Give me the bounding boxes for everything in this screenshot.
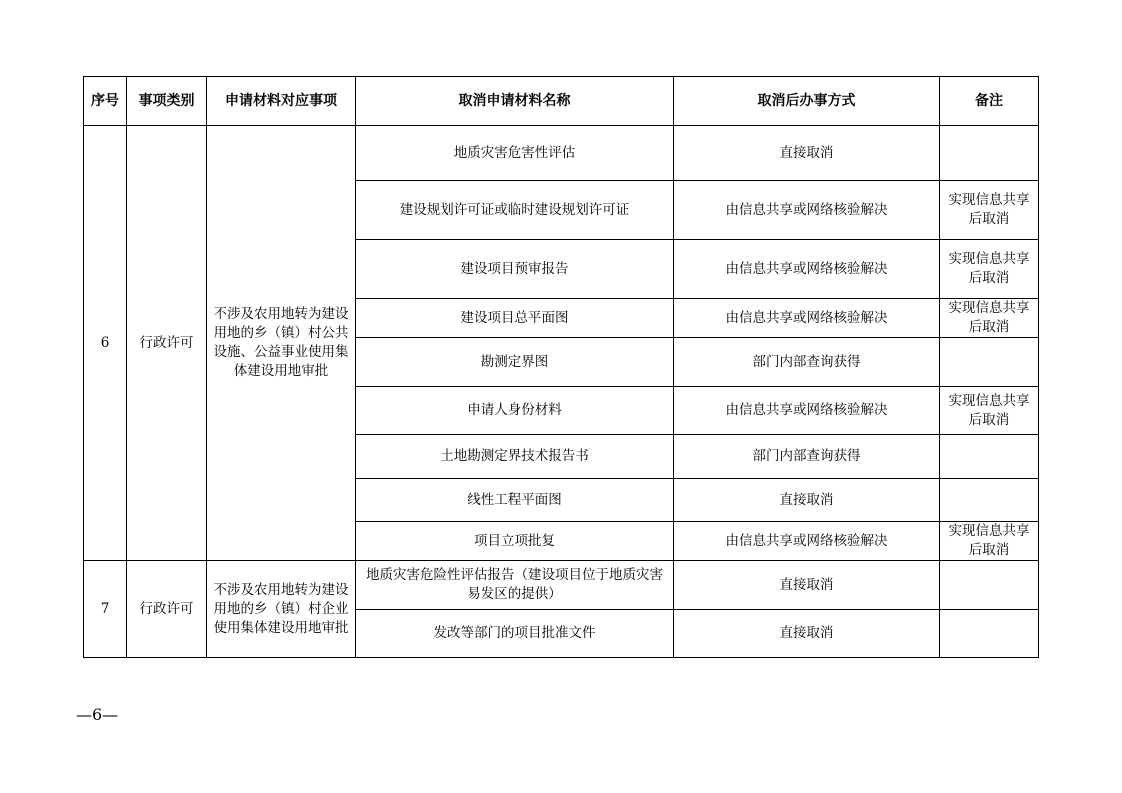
remark-cell: 实现信息共享后取消 xyxy=(940,387,1039,435)
method-cell: 直接取消 xyxy=(674,126,940,181)
remark-cell xyxy=(940,126,1039,181)
remark-cell xyxy=(940,435,1039,479)
table-row xyxy=(84,561,1039,610)
method-cell: 直接取消 xyxy=(674,561,940,610)
material-cell: 地质灾害危害性评估 xyxy=(356,126,674,181)
item-cell: 不涉及农用地转为建设用地的乡（镇）村企业使用集体建设用地审批 xyxy=(207,561,356,658)
item-cell: 不涉及农用地转为建设用地的乡（镇）村公共设施、公益事业使用集体建设用地审批 xyxy=(207,126,356,561)
method-cell: 由信息共享或网络核验解决 xyxy=(674,387,940,435)
remark-cell xyxy=(940,338,1039,387)
method-cell: 直接取消 xyxy=(674,479,940,522)
table-row xyxy=(84,126,1039,181)
remark-cell xyxy=(940,479,1039,522)
remark-cell: 实现信息共享后取消 xyxy=(940,522,1039,561)
remark-cell: 实现信息共享后取消 xyxy=(940,240,1039,299)
header-remark: 备注 xyxy=(940,77,1039,126)
material-cell: 发改等部门的项目批准文件 xyxy=(356,610,674,658)
page-number: —6— xyxy=(76,705,119,724)
materials-table xyxy=(83,76,1039,658)
header-method: 取消后办事方式 xyxy=(674,77,940,126)
method-cell: 直接取消 xyxy=(674,610,940,658)
remark-cell: 实现信息共享后取消 xyxy=(940,181,1039,240)
material-cell: 土地勘测定界技术报告书 xyxy=(356,435,674,479)
remark-cell xyxy=(940,610,1039,658)
material-cell: 建设规划许可证或临时建设规划许可证 xyxy=(356,181,674,240)
material-cell: 勘测定界图 xyxy=(356,338,674,387)
seq-cell: 7 xyxy=(84,561,127,658)
header-category: 事项类别 xyxy=(127,77,207,126)
remark-cell: 实现信息共享后取消 xyxy=(940,299,1039,338)
material-cell: 项目立项批复 xyxy=(356,522,674,561)
header-material: 取消申请材料名称 xyxy=(356,77,674,126)
method-cell: 部门内部查询获得 xyxy=(674,435,940,479)
category-cell: 行政许可 xyxy=(127,126,207,561)
remark-cell xyxy=(940,561,1039,610)
category-cell: 行政许可 xyxy=(127,561,207,658)
method-cell: 由信息共享或网络核验解决 xyxy=(674,299,940,338)
seq-cell: 6 xyxy=(84,126,127,561)
material-cell: 建设项目总平面图 xyxy=(356,299,674,338)
method-cell: 由信息共享或网络核验解决 xyxy=(674,240,940,299)
material-cell: 建设项目预审报告 xyxy=(356,240,674,299)
header-seq: 序号 xyxy=(84,77,127,126)
method-cell: 部门内部查询获得 xyxy=(674,338,940,387)
material-cell: 线性工程平面图 xyxy=(356,479,674,522)
method-cell: 由信息共享或网络核验解决 xyxy=(674,181,940,240)
header-item: 申请材料对应事项 xyxy=(207,77,356,126)
header-row xyxy=(84,77,1039,126)
method-cell: 由信息共享或网络核验解决 xyxy=(674,522,940,561)
material-cell: 申请人身份材料 xyxy=(356,387,674,435)
material-cell: 地质灾害危险性评估报告（建设项目位于地质灾害易发区的提供） xyxy=(356,561,674,610)
